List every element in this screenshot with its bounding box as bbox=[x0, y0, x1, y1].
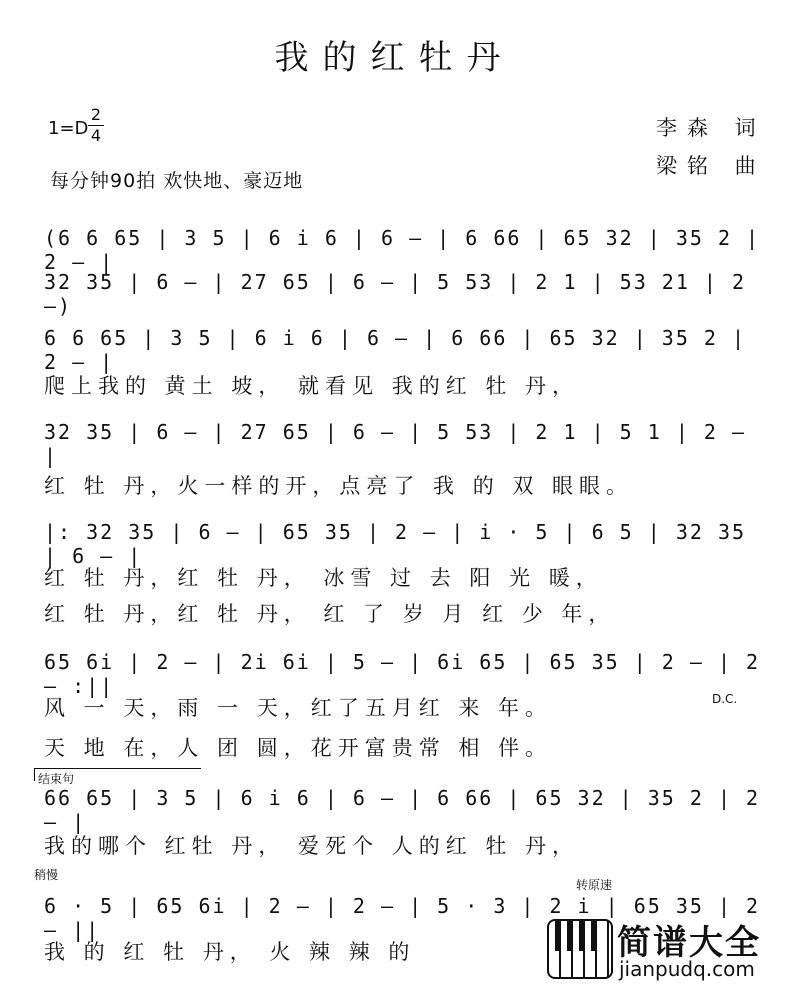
score-line-2 bbox=[36, 270, 776, 318]
lyrics-line-6-verse-1: 风 一 天，雨 一 天，红了五月红 来 年。 bbox=[44, 696, 553, 720]
time-signature-bottom: 4 bbox=[90, 126, 102, 145]
composer-credit: 梁铭 曲 bbox=[656, 154, 766, 178]
score-line-4 bbox=[36, 420, 776, 468]
piano-keys-icon bbox=[547, 919, 613, 979]
lyrics-line-6-verse-2: 天 地 在，人 团 圆，花开富贵常 相 伴。 bbox=[44, 736, 553, 760]
score-line-1 bbox=[36, 226, 776, 274]
score-line-7 bbox=[36, 786, 776, 834]
notes-line-2: 32 35 | 6 — | 27 65 | 6 — | 5 53 | 2 1 | 53 21 | 2 —) bbox=[44, 270, 747, 318]
time-signature bbox=[88, 106, 104, 145]
notes-line-6: 65 6i | 2 — | 2i 6i | 5 — | 6i 65 | 65 35 | 2 — | 2 — :|| bbox=[44, 650, 761, 698]
notes-line-8: 6 · 5 | 65 6i | 2 — | 2 — | 5 · 3 | 2 i | 65 35 | 2 — || bbox=[44, 894, 761, 942]
lyrics-line-4: 红 牡 丹，火一样的开，点亮了 我 的 双 眼眼。 bbox=[44, 474, 634, 498]
dc-mark: D.C. bbox=[712, 692, 738, 706]
site-logo bbox=[547, 915, 771, 985]
score-line-3 bbox=[36, 326, 776, 374]
lyrics-line-5-verse-1: 红 牡 丹，红 牡 丹， 冰雪 过 去 阳 光 暖， bbox=[44, 566, 603, 590]
notes-line-3: 6 6 65 | 3 5 | 6 i 6 | 6 — | 6 66 | 65 32 | 35 2 | 2 — | bbox=[44, 326, 747, 374]
page-title: 我的红牡丹 bbox=[274, 38, 515, 78]
logo-name: 简谱大全 bbox=[617, 923, 761, 963]
slower-mark: 稍慢 bbox=[34, 868, 59, 882]
time-signature-top: 2 bbox=[90, 105, 102, 124]
lyrics-line-3: 爬上我的 黄土 坡， 就看见 我的红 牡 丹， bbox=[44, 374, 580, 398]
score-line-6 bbox=[36, 650, 776, 698]
notes-line-4: 32 35 | 6 — | 27 65 | 6 — | 5 53 | 2 1 | 5 1 | 2 — | bbox=[44, 420, 747, 468]
lyrics-line-5-verse-2: 红 牡 丹，红 牡 丹， 红 了 岁 月 红 少 年， bbox=[44, 602, 616, 626]
lyrics-line-7: 我的哪个 红牡 丹， 爱死个 人的红 牡 丹， bbox=[44, 834, 580, 858]
ending-label: 结束句 bbox=[38, 772, 75, 786]
tempo-primo-mark: 转原速 bbox=[576, 878, 613, 892]
lyricist-credit: 李森 词 bbox=[656, 116, 766, 140]
score-line-5 bbox=[36, 520, 776, 568]
notes-line-5: |: 32 35 | 6 — | 65 35 | 2 — | i · 5 | 6 5 | 32 35 | 6 — | bbox=[44, 520, 747, 568]
lyrics-line-8: 我 的 红 牡 丹， 火 辣 辣 的 bbox=[44, 940, 416, 964]
tempo-marking: 每分钟90拍 欢快地、豪迈地 bbox=[50, 170, 304, 192]
notes-line-1: (6 6 65 | 3 5 | 6 i 6 | 6 — | 6 66 | 65 32 | 35 2 | 2 — | bbox=[44, 226, 761, 274]
logo-url: jianpudq.com bbox=[619, 957, 755, 981]
key-signature: 1=D bbox=[48, 118, 89, 139]
notes-line-7: 66 65 | 3 5 | 6 i 6 | 6 — | 6 66 | 65 32 | 35 2 | 2 — | bbox=[44, 786, 761, 834]
